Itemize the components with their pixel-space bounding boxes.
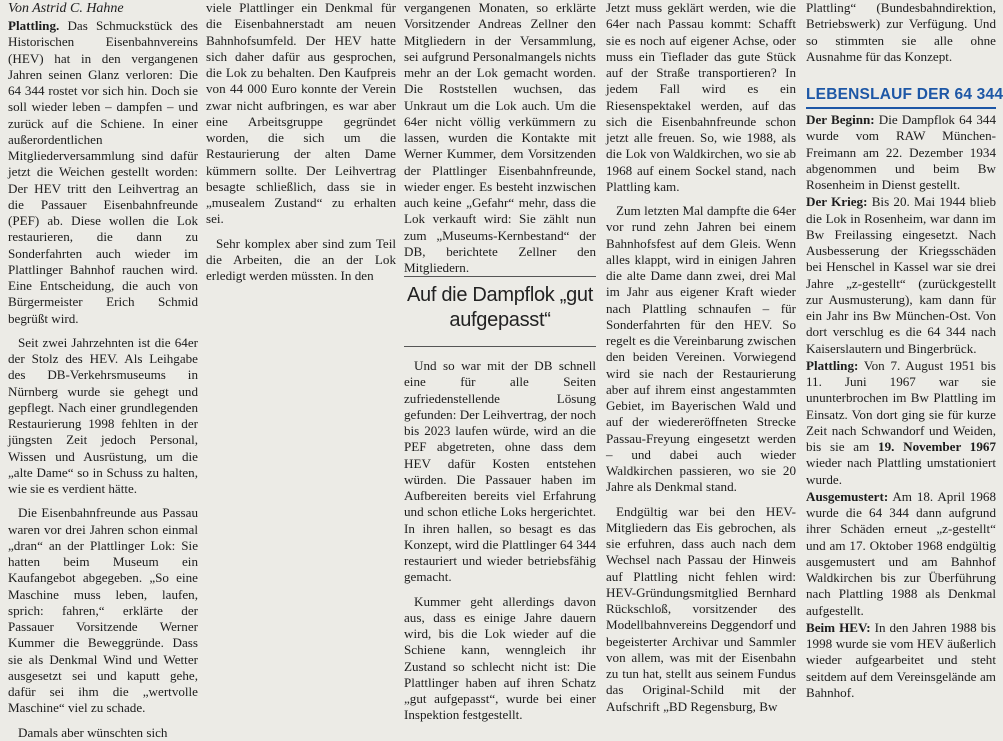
article-paragraph: viele Plattlinger ein Denkmal für die Eisenbahnerstadt am neuen Bahnhofsumfeld. Der HEV hatte sich daher dafür aus gesprochen, die Lok zu behalten. Den Kaufpreis von 44 000 Euro konnte der Verein zwar nicht aufbringen, es war aber eine Arbeitsgruppe gegründet worden, die sich um die Restaurierung der alten Dame kümmern sollte. Der Leihvertrag besagte schließlich, dass sie in „musealem Zustand“ zu erhalten sei. bbox=[206, 0, 396, 227]
lebenslauf-box bbox=[806, 112, 996, 700]
article-column-3-bottom bbox=[404, 358, 596, 723]
article-column-4 bbox=[606, 0, 796, 714]
article-column-5-top bbox=[806, 0, 996, 78]
article-subheading: Auf die Dampflok „gut aufgepasst“ bbox=[406, 284, 593, 331]
article-column-3-top bbox=[404, 0, 596, 275]
lebenslauf-heading: LEBENSLAUF DER 64 344 bbox=[806, 86, 1003, 103]
article-paragraph: vergangenen Monaten, so erklärte Vorsitzender Andreas Zellner den Mitgliedern in der Versammlung, sei aufgrund Personalmangels nichts mehr an der Lok gemacht worden. Die Roststellen wuchsen, das Unkraut um die Lok auch. Um die 64er nicht völlig verkümmern zu lassen, wurden die Kontakte mit Werner Kummer, dem Vorsitzenden der Plattlinger Eisenbahnfreunde, wieder enger. Es besteht inzwischen auch keine „Gefahr“ mehr, dass die Lok verkauft wird: Sie zählt nun zum „Museums-Kernbestand“ der DB, berichtete Zellner den Mitgliedern. bbox=[404, 0, 596, 275]
article-paragraph: Kummer geht allerdings davon aus, dass es einige Jahre dauern wird, bis die Lok wieder auf die Schiene kann, wenngleich ihr Zustand so schlecht nicht ist: Die Plattlinger haben auf ihren Schatz „gut aufgepasst“, wurde bei einer Inspektion festgestellt. bbox=[404, 593, 596, 723]
article-column-1 bbox=[8, 0, 198, 740]
article-paragraph: Endgültig war bei den HEV-Mitgliedern das Eis gebrochen, als sie erfuhren, dass auch nach dem Wechsel nach Passau der Hinweis auf Plattling nicht fehlen wird: HEV-Gründungsmitglied Bernhard Rückschloß, vorsitzender des Modellbahnvereins Deggendorf und begeisterter Archivar und Sammler von allem, was mit der Eisenbahn zu tun hat, stellt aus seinem Fundus das Original-Schild mit der Aufschrift „BD Regensburg, Bw bbox=[606, 503, 796, 714]
dateline: Plattling. bbox=[8, 18, 60, 33]
article-paragraph: Plattling“ (Bundesbahndirektion, Betriebswerk) zur Verfügung. Und so stimmten sie alle ohne Ausnahme für das Konzept. bbox=[806, 0, 996, 64]
article-paragraph: Zum letzten Mal dampfte die 64er vor rund zehn Jahren bei einem Bahnhofsfest auf dem Gleis. Wenn alles klappt, wird in einigen Jahren die alte Dame dann zwei, drei Mal im Jahr aus eigener Kraft wieder nach Plattling schnaufen – für Sonderfahrten für den HEV. So regelt es die Vereinbarung zwischen den beiden Vereinen. Vorwiegend wird sie nach der Restaurierung aber auf ihrem einst angestammten Gebiet, im Bayerischen Wald und auf der wiedereröffneten Strecke Passau-Freyung eingesetzt werden – und dabei auch wieder Waldkirchen passieren, wo sie 20 Jahre als Denkmal stand. bbox=[606, 203, 796, 495]
lebenslauf-entry: Plattling: Von 7. August 1951 bis 11. Juni 1967 war sie ununterbrochen im Bw Plattling im Einsatz. Von dort ging sie für kurze Zeit nach Schwandorf und Weiden, bis sie am 19. November 1967 wieder nach Plattling umstationiert wurde. bbox=[806, 357, 996, 487]
lebenslauf-rule bbox=[806, 107, 996, 109]
lebenslauf-entry: Der Krieg: Bis 20. Mai 1944 blieb die Lok in Rosenheim, war dann im Bw Freilassing eingesetzt. Nach Ausbesserung der Kriegsschäden bei Henschel in Kassel war sie drei Jahre „z-gestellt“ (zurückgestellt zur Ausmusterung), kam dann für ein Jahr ins Bw München-Ost. Von dort verschlug es die 64 344 nach Kaiserslautern und Bingerbrück. bbox=[806, 194, 996, 356]
author-byline: Von Astrid C. Hahne bbox=[8, 1, 124, 16]
lebenslauf-entry: Beim HEV: In den Jahren 1988 bis 1998 wurde sie vom HEV äußerlich wieder aufgearbeitet und steht seitdem auf dem Vereinsgelände am Bahnhof. bbox=[806, 619, 996, 700]
subhead-rule-bottom bbox=[404, 346, 596, 347]
lebenslauf-entry: Der Beginn: Die Dampflok 64 344 wurde vom RAW München-Freimann am 22. Dezember 1934 abgenommen und beim Bw Rosenheim in Dienst gestellt. bbox=[806, 112, 996, 192]
article-paragraph: Und so war mit der DB schnell eine für alle Seiten zufriedenstellende Lösung gefunden: Der Leihvertrag, der noch bis 2023 laufen würde, wird an die PEF abgetreten, ohne dass dem HEV dafür Kosten entstehen würden. Die Passauer haben im Aufbereiten bereits viel Erfahrung und schon etliche Loks hergerichtet. In ihren hallen, so besagt es das Konzept, wird die Plattlinger 64 344 restauriert und wieder betriebsfähig gemacht. bbox=[404, 358, 596, 585]
article-column-2 bbox=[206, 0, 396, 677]
article-paragraph: Seit zwei Jahrzehnten ist die 64er der Stolz des HEV. Als Leihgabe des DB-Verkehrsmuseums in Nürnberg wurde sie gehegt und gepflegt. Nach einer grundlegenden Restaurierung 1998 fehlten in der jüngsten Zeit jedoch Personal, Wissen und Ausrüstung, um die „alte Dame“ so in Schuss zu halten, wie sie es verdient hätte. bbox=[8, 334, 198, 496]
article-paragraph: Sehr komplex aber sind zum Teil die Arbeiten, die an der Lok erledigt werden müssten. In den bbox=[206, 235, 396, 283]
article-paragraph: Damals aber wünschten sich bbox=[18, 724, 168, 740]
article-paragraph: Plattling. Das Schmuckstück des Historischen Eisenbahnvereins (HEV) hat in den vergangenen Jahren seinen Glanz verloren: Die 64 344 rostet vor sich hin. Doch sie soll wieder leben – dampfen – und zurück auf die Schiene. In einer außerordentlichen Mitgliederversammlung sind dafür jetzt die Weichen gestellt worden: Der HEV tritt den Leihvertrag an die Passauer Eisenbahnfreunde (PEF) ab. Diese wollen die Lok restaurieren, die dann zu Sonderfahrten auch wieder im Plattlinger Bahnhof rauchen wird. Eine Entscheidung, die auch von Bürgermeister Erich Schmid begrüßt wird. bbox=[8, 18, 198, 326]
subhead-rule-top bbox=[404, 276, 596, 277]
lebenslauf-entry: Ausgemustert: Am 18. April 1968 wurde die 64 344 dann aufgrund ihrer Schäden erneut „z-gestellt“ und am 17. Oktober 1968 endgültig ausgemustert und am Bahnhof Waldkirchen bis zur Überführung nach Plattling 1988 als Denkmal aufgestellt. bbox=[806, 488, 996, 618]
article-paragraph: Die Eisenbahnfreunde aus Passau waren vor drei Jahren schon einmal „dran“ an der Plattlinger Lok: Sie hatten beim Museum ein Kaufangebot abgegeben. „So eine Maschine muss leben, laufen, sprich: fahren,“ erklärte der Passauer Vorsitzende Werner Kummer die Beweggründe. Dass sie als Denkmal Wind und Wetter ausgesetzt sei und kaputt gehe, dafür sei ihm die „wertvolle Maschine“ viel zu schade. bbox=[8, 505, 198, 716]
article-paragraph: Jetzt muss geklärt werden, wie die 64er nach Passau kommt: Schafft sie es noch auf eigener Achse, oder muss ein Tieflader das gute Stück auf der Straße transportieren? In jedem Fall wird es ein Riesenspektakel werden, auf das sich die Eisenbahnfreunde schon jetzt alle freuen. So, wie 1988, als die Lok von Waldkirchen, wo sie ab 1968 auf einem Sockel stand, nach Plattling kam. bbox=[606, 0, 796, 194]
